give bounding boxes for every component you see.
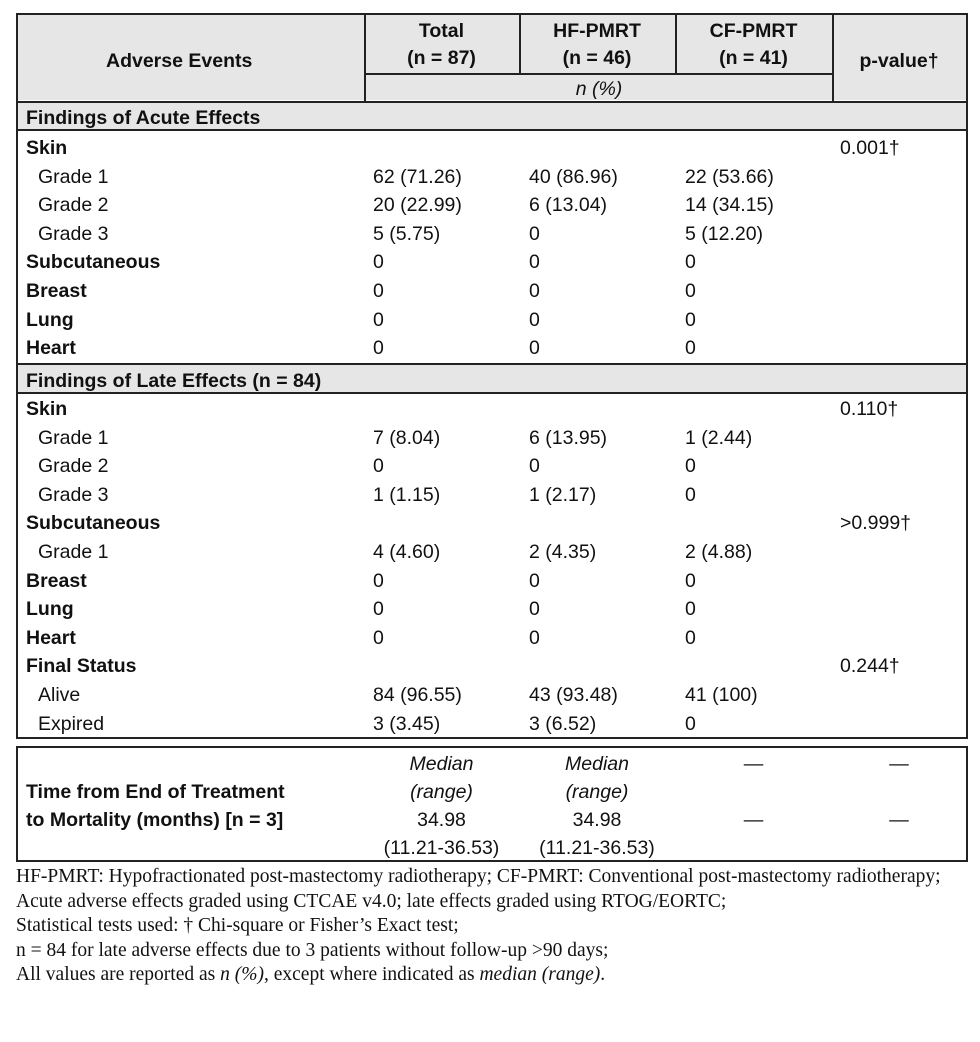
row-label: Grade 1 — [38, 426, 109, 449]
header-cf-n: (n = 41) — [719, 47, 788, 69]
mortality-label-line2: to Mortality (months) [n = 3] — [26, 809, 284, 831]
row-label: Subcutaneous — [26, 251, 161, 274]
cell-total: 62 (71.26) — [373, 165, 462, 188]
row-label: Skin — [26, 137, 68, 159]
cell-total: 0 — [373, 251, 384, 274]
cell-cf: 0 — [685, 712, 696, 735]
cell-hf: 0 — [529, 337, 540, 360]
mortality-total-range: (11.21-36.53) — [383, 837, 500, 859]
cell-total: 0 — [373, 280, 384, 302]
header-bottom-rule — [18, 101, 966, 103]
cell-cf: 14 (34.15) — [685, 194, 774, 217]
row-label: Subcutaneous — [26, 512, 161, 535]
row-label: Heart — [26, 337, 76, 360]
cell-hf: 43 (93.48) — [529, 684, 618, 706]
row-label: Lung — [26, 308, 74, 331]
cell-p: 0.110† — [840, 398, 899, 420]
header-total-n: (n = 87) — [407, 47, 476, 69]
header-hf-pmrt: HF-PMRT — [553, 20, 641, 42]
cell-p: >0.999† — [840, 512, 912, 535]
mortality-total-median: Median — [409, 753, 474, 775]
row-label: Grade 2 — [38, 194, 109, 217]
cell-cf: 0 — [685, 598, 696, 621]
mortality-label-line1: Time from End of Treatment — [26, 781, 285, 803]
acute-section-title: Findings of Acute Effects — [26, 107, 261, 129]
cell-cf: 2 (4.88) — [685, 541, 753, 563]
mortality-table — [16, 746, 968, 862]
cell-total: 3 (3.45) — [373, 712, 441, 735]
footnote-values-text: , except where indicated as — [263, 964, 480, 985]
footnote-values-text: All values are reported as — [16, 964, 221, 985]
cell-hf: 40 (86.96) — [529, 165, 618, 188]
cell-total: 5 (5.75) — [373, 222, 441, 245]
cell-hf: 0 — [529, 569, 540, 592]
cell-total: 0 — [373, 569, 384, 592]
cell-p: 0.244† — [840, 655, 900, 678]
row-label: Grade 2 — [38, 455, 109, 478]
footnote-abbreviations: HF-PMRT: Hypofractionated post-mastectomy radiotherapy; CF-PMRT: Conventional post-mastectomy radiotherapy; — [16, 866, 941, 887]
cell-hf: 1 (2.17) — [529, 483, 597, 506]
footnote-values-median-range: median (range) — [479, 964, 601, 985]
cell-cf: 0 — [685, 626, 696, 649]
cell-hf: 0 — [529, 280, 540, 302]
cell-hf: 3 (6.52) — [529, 712, 597, 735]
cell-hf: 2 (4.35) — [529, 541, 597, 563]
header-cf-pmrt: CF-PMRT — [709, 20, 798, 42]
mortality-hf-median: Median — [565, 753, 629, 775]
cell-total: 4 (4.60) — [373, 541, 441, 563]
header-rule — [364, 73, 834, 75]
adverse-events-table — [16, 13, 968, 739]
section-rule — [18, 363, 966, 365]
mortality-cf-dash: — — [743, 809, 764, 831]
cell-cf: 0 — [685, 280, 696, 302]
cell-hf: 0 — [529, 222, 540, 245]
header-unit: n (%) — [575, 78, 623, 100]
mortality-hf-value: 34.98 — [572, 809, 622, 831]
row-label: Lung — [26, 598, 74, 621]
cell-cf: 5 (12.20) — [685, 222, 764, 245]
cell-total: 0 — [373, 598, 384, 621]
cell-hf: 0 — [529, 455, 540, 478]
mortality-hf-range: (11.21-36.53) — [539, 837, 655, 859]
late-section-title: Findings of Late Effects (n = 84) — [26, 370, 322, 392]
row-label: Heart — [26, 626, 76, 649]
footnote-values — [16, 963, 976, 988]
cell-cf: 22 (53.66) — [685, 165, 774, 188]
cell-hf: 0 — [529, 598, 540, 621]
cell-cf: 0 — [685, 308, 696, 331]
header-hf-n: (n = 46) — [562, 47, 632, 69]
mortality-total-range-label: (range) — [410, 781, 473, 803]
cell-cf: 41 (100) — [685, 684, 758, 706]
mortality-cf-dash: — — [743, 753, 764, 775]
footnote-statistics: Statistical tests used: † Chi-square or Fisher’s Exact test; — [16, 915, 459, 936]
mortality-hf-range-label: (range) — [565, 781, 629, 803]
row-label: Alive — [38, 684, 81, 706]
mortality-p-dash: — — [889, 753, 909, 775]
cell-total: 0 — [373, 455, 384, 478]
cell-cf: 0 — [685, 337, 696, 360]
cell-cf: 1 (2.44) — [685, 426, 753, 449]
row-label: Grade 3 — [38, 483, 109, 506]
cell-hf: 0 — [529, 308, 540, 331]
row-label: Skin — [26, 398, 68, 420]
cell-total: 1 (1.15) — [373, 483, 441, 506]
cell-total: 0 — [373, 337, 384, 360]
cell-cf: 0 — [685, 455, 696, 478]
footnote-grading: Acute adverse effects graded using CTCAE v4.0; late effects graded using RTOG/EORTC; — [16, 890, 727, 912]
cell-total: 0 — [373, 626, 384, 649]
mortality-total-value: 34.98 — [417, 809, 466, 831]
row-label: Final Status — [26, 655, 137, 678]
table-footnotes — [16, 865, 976, 988]
row-label: Breast — [26, 280, 87, 302]
header-total: Total — [418, 20, 465, 42]
cell-hf: 0 — [529, 626, 540, 649]
row-label: Grade 1 — [38, 165, 109, 188]
cell-hf: 6 (13.04) — [529, 194, 608, 217]
cell-total: 20 (22.99) — [373, 194, 462, 217]
footnote-values-n-pct: n (%) — [220, 964, 264, 985]
cell-cf: 0 — [685, 483, 696, 506]
mortality-p-dash: — — [889, 809, 909, 831]
cell-p: 0.001† — [840, 137, 900, 159]
cell-total: 84 (96.55) — [373, 684, 462, 706]
cell-total: 7 (8.04) — [373, 426, 441, 449]
footnote-values-period: . — [600, 964, 606, 985]
row-label: Grade 1 — [38, 541, 109, 563]
cell-total: 0 — [373, 308, 384, 331]
header-adverse-events: Adverse Events — [106, 50, 253, 72]
footnote-late-n: n = 84 for late adverse effects due to 3 patients without follow-up >90 days; — [16, 939, 609, 961]
cell-hf: 0 — [529, 251, 540, 274]
cell-cf: 0 — [685, 251, 696, 274]
cell-cf: 0 — [685, 569, 696, 592]
cell-hf: 6 (13.95) — [529, 426, 608, 449]
header-p-value: p-value† — [859, 50, 939, 72]
row-label: Expired — [38, 712, 105, 735]
row-label: Breast — [26, 569, 87, 592]
row-label: Grade 3 — [38, 222, 109, 245]
